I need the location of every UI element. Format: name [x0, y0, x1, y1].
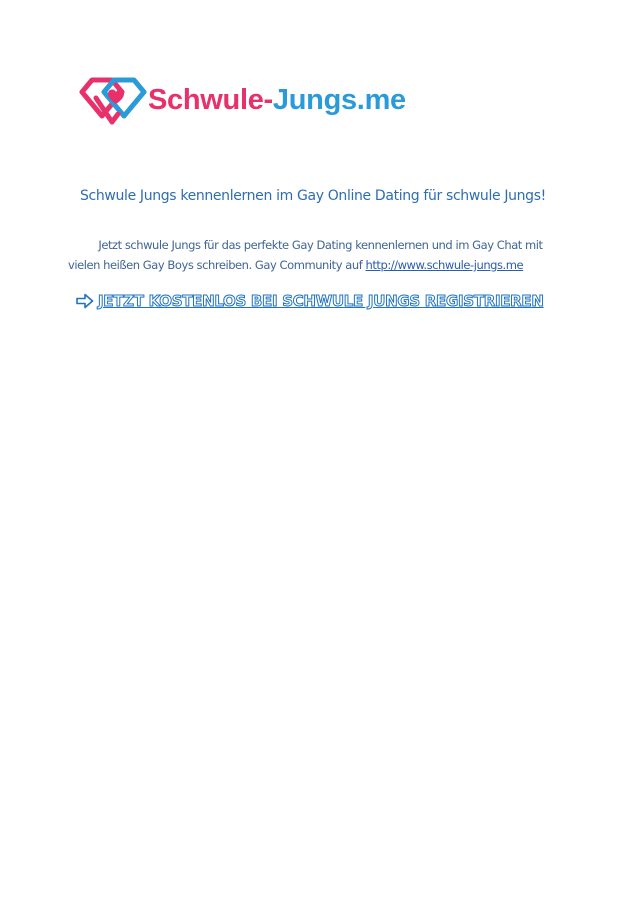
arrow-right-icon — [76, 293, 94, 309]
site-logo[interactable] — [78, 72, 408, 128]
register-cta-link[interactable] — [76, 292, 544, 310]
logo-wordmark — [148, 83, 406, 116]
intro-line-2-text: vielen heißen Gay Boys schreiben. Gay Community auf — [68, 258, 366, 272]
page-headline: Schwule Jungs kennenlernen im Gay Online Dating für schwule Jungs! — [80, 188, 546, 204]
intro-paragraph — [68, 235, 573, 275]
logo-brand-part2: Jungs.me — [272, 83, 406, 116]
register-cta-label[interactable]: JETZT KOSTENLOS BEI SCHWULE JUNGS REGISTRIEREN — [98, 292, 544, 310]
intro-line-1: Jetzt schwule Jungs für das perfekte Gay Dating kennenlernen und im Gay Chat mit — [98, 238, 543, 252]
community-link[interactable]: http://www.schwule-jungs.me — [365, 258, 524, 272]
diamond-heart-icon — [78, 72, 148, 128]
logo-brand-part1: Schwule- — [148, 83, 273, 116]
intro-line-2 — [68, 255, 573, 275]
